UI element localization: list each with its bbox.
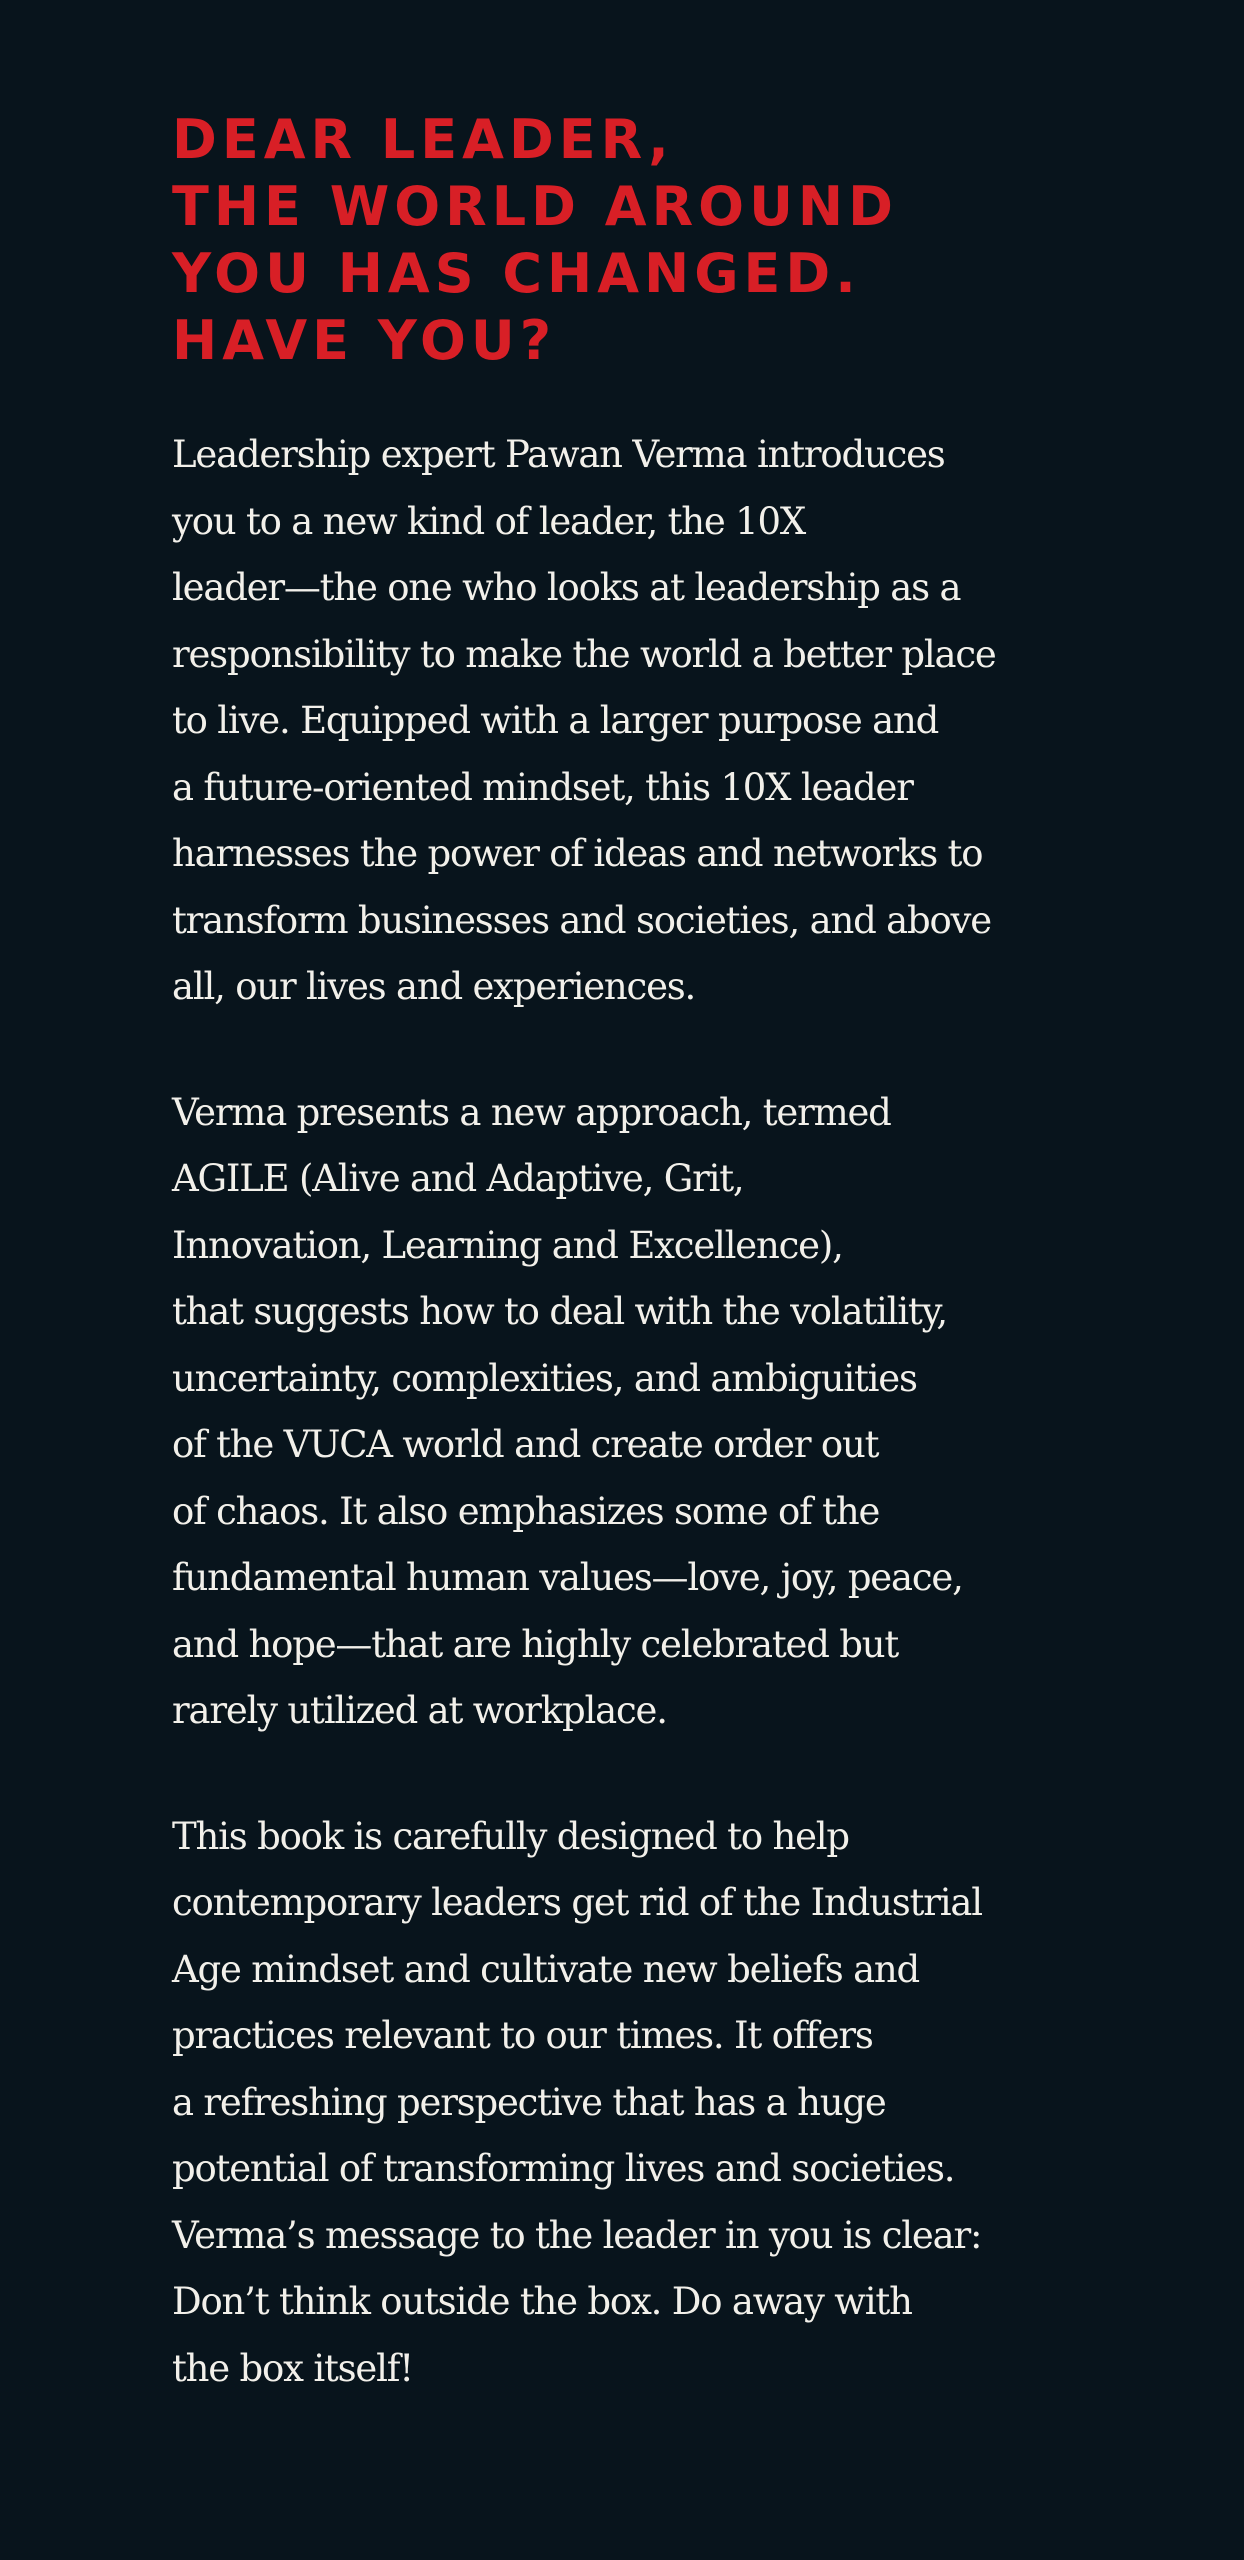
text-line: Don’t think outside the box. Do away with (172, 2280, 912, 2323)
blurb-paragraph-2 (172, 1080, 1052, 1745)
text-line: contemporary leaders get rid of the Industrial (172, 1881, 982, 1924)
blurb-paragraph-1 (172, 422, 1052, 1021)
text-line: harnesses the power of ideas and networks to (172, 832, 983, 875)
text-line: Age mindset and cultivate new beliefs and (172, 1947, 920, 1991)
text-line: the box itself! (172, 2346, 413, 2390)
text-line: to live. Equipped with a larger purpose and (172, 699, 939, 742)
text-line: AGILE (Alive and Adaptive, Grit, (172, 1157, 744, 1200)
text-line: uncertainty, complexities, and ambiguities (172, 1356, 917, 1400)
blurb-paragraph-3 (172, 1804, 1052, 2403)
text-line: potential of transforming lives and societies. (172, 2147, 955, 2190)
text-line: you to a new kind of leader, the 10X (172, 499, 806, 543)
text-line: that suggests how to deal with the volatility, (172, 1290, 947, 1333)
text-line: all, our lives and experiences. (172, 965, 696, 1008)
text-line: rarely utilized at workplace. (172, 1689, 667, 1732)
text-line: Innovation, Learning and Excellence), (172, 1223, 843, 1267)
text-line: practices relevant to our times. It offers (172, 2014, 873, 2057)
headline-line: THE WORLD AROUND (172, 175, 898, 238)
text-line: Verma’s message to the leader in you is clear: (172, 2213, 982, 2257)
text-line: Verma presents a new approach, termed (172, 1090, 891, 1134)
text-line: and hope—that are highly celebrated but (172, 1622, 899, 1666)
text-line: a refreshing perspective that has a huge (172, 2080, 886, 2124)
text-line: of chaos. It also emphasizes some of the (172, 1489, 880, 1533)
text-line: fundamental human values—love, joy, peace, (172, 1556, 963, 1599)
headline-line: DEAR LEADER, (172, 108, 674, 171)
text-line: a future-oriented mindset, this 10X leader (172, 765, 913, 809)
back-cover-content (172, 106, 1052, 2461)
headline-line: HAVE YOU? (172, 309, 557, 372)
headline (172, 106, 1052, 374)
headline-line: YOU HAS CHANGED. (172, 242, 861, 305)
text-line: Leadership expert Pawan Verma introduces (172, 433, 945, 476)
text-line: responsibility to make the world a better place (172, 632, 996, 676)
text-line: transform businesses and societies, and above (172, 898, 991, 942)
text-line: of the VUCA world and create order out (172, 1423, 879, 1466)
text-line: leader—the one who looks at leadership as a (172, 566, 961, 609)
text-line: This book is carefully designed to help (172, 1814, 849, 1858)
